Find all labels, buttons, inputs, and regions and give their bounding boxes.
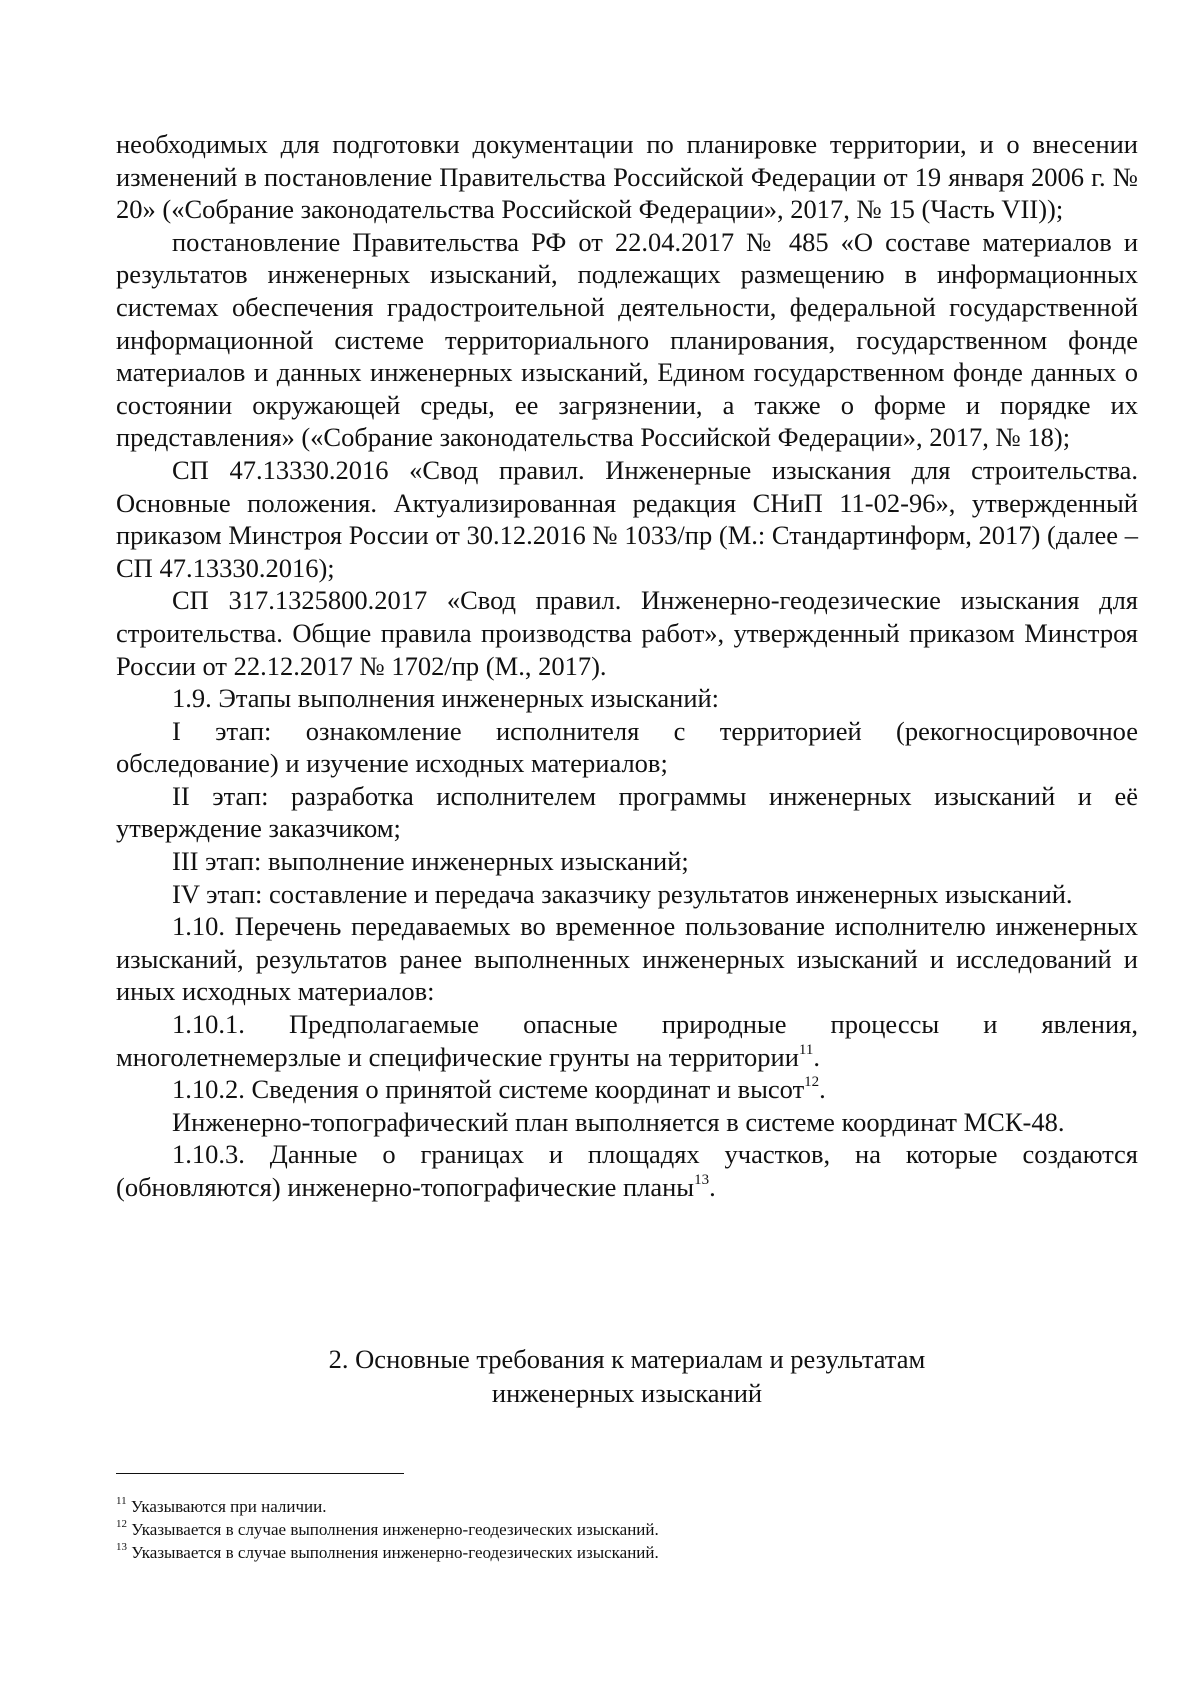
footnote-13 [116,1541,1138,1564]
paragraph-coordinates [116,1073,1138,1106]
paragraph-coordinates-end: . [819,1074,826,1105]
paragraph-msk48: Инженерно-топографический план выполняется в системе координат МСК-48. [172,1106,1065,1137]
footnote-number: 11 [116,1495,127,1508]
paragraph-sp-317: СП 317.1325800.2017 «Свод правил. Инженерно-геодезические изыскания для строительства. Общие правила производства работ», утвержденный приказом Минстроя России от 22.12.2017 № 1702/пр (М., 2017). [116,585,1138,681]
paragraph-hazards-end: . [813,1041,820,1072]
paragraph-stage-2: II этап: разработка исполнителем программы инженерных изысканий и её утверждение заказчиком; [116,780,1138,844]
footnotes [116,1495,1138,1564]
paragraph-stages-heading: 1.9. Этапы выполнения инженерных изысканий: [172,683,720,714]
paragraph-stage-1: I этап: ознакомление исполнителя с территорией (рекогносцировочное обследование) и изучение исходных материалов; [116,715,1138,779]
footnote-number: 12 [116,1518,127,1531]
paragraph-sp-47: СП 47.13330.2016 «Свод правил. Инженерные изыскания для строительства. Основные положения. Актуализированная редакция СНиП 11-02-96», утвержденный приказом Минстроя России от 30.12.2016 № 1033/пр (М.: Стандартинформ, 2017) (далее – СП 47.13330.2016); [116,454,1138,583]
paragraph-stage-4: IV этап: составление и передача заказчику результатов инженерных изысканий. [172,878,1073,909]
footnote-11 [116,1495,1138,1518]
section-heading [116,1342,1138,1410]
footnote-number: 13 [116,1541,127,1554]
footnote-ref-11[interactable]: 11 [798,1041,814,1058]
paragraph-materials-list: 1.10. Перечень передаваемых во временное пользование исполнителю инженерных изысканий, результатов ранее выполненных инженерных изысканий и исследований и иных исходных материалов: [116,911,1138,1007]
paragraph-stage-3: III этап: выполнение инженерных изысканий; [172,846,689,877]
footnote-text: Указывается в случае выполнения инженерно-геодезических изысканий. [127,1520,659,1539]
document-body [116,128,1138,1204]
paragraph-boundaries-text: 1.10.3. Данные о границах и площадях участков, на которые создаются (обновляются) инженерно-топографические планы [116,1139,1138,1202]
paragraph-decree-485: постановление Правительства РФ от 22.04.2017 № 485 «О составе материалов и результатов инженерных изысканий, подлежащих размещению в информационных системах обеспечения градостроительной деятельности, федеральной государственной информационной системе территориального планирования, государственном фонде материалов и данных инженерных изысканий, Едином государственном фонде данных о состоянии окружающей среды, ее загрязнении, а также о форме и порядке их представления» («Собрание законодательства Российской Федерации», 2017, № 18); [116,226,1138,453]
paragraph-coordinates-text: 1.10.2. Сведения о принятой системе координат и высот [172,1074,805,1105]
footnote-text: Указывается в случае выполнения инженерно-геодезических изысканий. [127,1543,659,1562]
footnote-ref-13[interactable]: 13 [694,1172,710,1189]
footnote-text: Указываются при наличии. [126,1497,327,1516]
section-heading-line-1: 2. Основные требования к материалам и результатам [328,1344,926,1374]
paragraph-continuation: необходимых для подготовки документации по планировке территории, и о внесении изменений в постановление Правительства Российской Федерации от 19 января 2006 г. № 20» («Собрание законодательства Российской Федерации», 2017, № 15 (Часть VII)); [116,129,1138,225]
footnote-ref-12[interactable]: 12 [804,1074,820,1091]
paragraph-boundaries [116,1138,1138,1203]
footnote-divider [116,1473,404,1474]
paragraph-hazards [116,1008,1138,1073]
paragraph-hazards-text: 1.10.1. Предполагаемые опасные природные процессы и явления, многолетнемерзлые и специфические грунты на территории [116,1009,1138,1072]
footnote-12 [116,1518,1138,1541]
paragraph-boundaries-end: . [709,1172,716,1202]
section-heading-line-2: инженерных изысканий [491,1378,763,1408]
